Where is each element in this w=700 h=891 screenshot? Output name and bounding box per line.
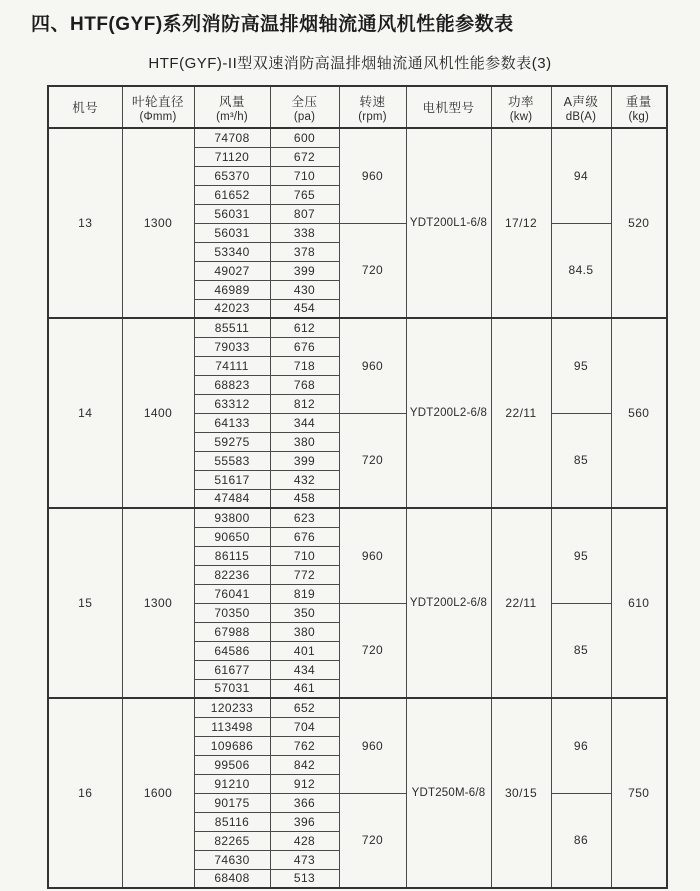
- cell-pressure: 350: [270, 603, 339, 622]
- cell-pressure: 473: [270, 850, 339, 869]
- cell-airflow: 86115: [194, 546, 270, 565]
- cell-pressure: 652: [270, 698, 339, 717]
- cell-airflow: 46989: [194, 280, 270, 299]
- cell-pressure: 380: [270, 432, 339, 451]
- cell-airflow: 90175: [194, 793, 270, 812]
- cell-airflow: 85511: [194, 318, 270, 337]
- cell-pressure: 428: [270, 831, 339, 850]
- table-subtitle: HTF(GYF)-II型双速消防高温排烟轴流通风机性能参数表(3): [148, 55, 552, 72]
- cell-noise-level: 85: [551, 603, 611, 698]
- cell-speed: 960: [339, 698, 406, 793]
- cell-pressure: 807: [270, 204, 339, 223]
- cell-weight: 750: [611, 698, 667, 888]
- header-unit: (kg): [628, 110, 650, 123]
- table-body: [48, 128, 667, 888]
- cell-airflow: 109686: [194, 736, 270, 755]
- cell-power: 22/11: [491, 318, 551, 508]
- cell-airflow: 91210: [194, 774, 270, 793]
- header-unit: (kw): [509, 110, 533, 123]
- cell-airflow: 53340: [194, 242, 270, 261]
- cell-airflow: 51617: [194, 470, 270, 489]
- page-title: 四、HTF(GYF)系列消防高温排烟轴流通风机性能参数表: [31, 14, 514, 35]
- cell-airflow: 67988: [194, 622, 270, 641]
- header-unit: (Φmm): [139, 110, 177, 123]
- cell-power: 17/12: [491, 128, 551, 318]
- cell-machine-no: 13: [48, 128, 122, 318]
- cell-pressure: 676: [270, 527, 339, 546]
- cell-airflow: 85116: [194, 812, 270, 831]
- cell-airflow: 93800: [194, 508, 270, 527]
- cell-airflow: 59275: [194, 432, 270, 451]
- column-header-airflow: [194, 86, 270, 128]
- cell-airflow: 55583: [194, 451, 270, 470]
- cell-pressure: 432: [270, 470, 339, 489]
- cell-speed: 720: [339, 793, 406, 888]
- cell-machine-no: 16: [48, 698, 122, 888]
- table-row: [48, 318, 667, 337]
- cell-airflow: 56031: [194, 223, 270, 242]
- cell-airflow: 70350: [194, 603, 270, 622]
- cell-airflow: 64586: [194, 641, 270, 660]
- cell-airflow: 90650: [194, 527, 270, 546]
- cell-airflow: 61677: [194, 660, 270, 679]
- cell-pressure: 454: [270, 299, 339, 318]
- cell-pressure: 710: [270, 166, 339, 185]
- cell-airflow: 82236: [194, 565, 270, 584]
- cell-airflow: 42023: [194, 299, 270, 318]
- header-label: 电机型号: [422, 101, 475, 115]
- header-unit: (m³/h): [216, 110, 248, 123]
- table-row: [48, 508, 667, 527]
- cell-impeller-diameter: 1300: [122, 508, 194, 698]
- cell-airflow: 71120: [194, 147, 270, 166]
- cell-pressure: 399: [270, 451, 339, 470]
- cell-power: 22/11: [491, 508, 551, 698]
- cell-motor-model: YDT200L2-6/8: [406, 508, 491, 698]
- cell-airflow: 68408: [194, 869, 270, 888]
- header-unit: (rpm): [358, 110, 387, 123]
- cell-pressure: 612: [270, 318, 339, 337]
- cell-pressure: 380: [270, 622, 339, 641]
- column-header-weight: [611, 86, 667, 128]
- cell-airflow: 120233: [194, 698, 270, 717]
- cell-pressure: 765: [270, 185, 339, 204]
- table-row: [48, 698, 667, 717]
- cell-pressure: 623: [270, 508, 339, 527]
- cell-airflow: 74111: [194, 356, 270, 375]
- cell-noise-level: 95: [551, 318, 611, 413]
- cell-airflow: 79033: [194, 337, 270, 356]
- cell-pressure: 378: [270, 242, 339, 261]
- cell-airflow: 74708: [194, 128, 270, 147]
- cell-motor-model: YDT250M-6/8: [406, 698, 491, 888]
- cell-airflow: 49027: [194, 261, 270, 280]
- cell-pressure: 396: [270, 812, 339, 831]
- header-label: 机号: [72, 101, 99, 115]
- cell-pressure: 812: [270, 394, 339, 413]
- cell-weight: 520: [611, 128, 667, 318]
- cell-machine-no: 15: [48, 508, 122, 698]
- cell-pressure: 338: [270, 223, 339, 242]
- cell-motor-model: YDT200L1-6/8: [406, 128, 491, 318]
- cell-pressure: 704: [270, 717, 339, 736]
- cell-impeller-diameter: 1300: [122, 128, 194, 318]
- header-label: 重量: [625, 94, 652, 109]
- cell-pressure: 461: [270, 679, 339, 698]
- cell-noise-level: 86: [551, 793, 611, 888]
- cell-noise-level: 94: [551, 128, 611, 223]
- fan-spec-table: [47, 85, 668, 889]
- cell-impeller-diameter: 1600: [122, 698, 194, 888]
- cell-pressure: 399: [270, 261, 339, 280]
- cell-airflow: 57031: [194, 679, 270, 698]
- cell-airflow: 65370: [194, 166, 270, 185]
- cell-pressure: 842: [270, 755, 339, 774]
- cell-noise-level: 85: [551, 413, 611, 508]
- cell-speed: 960: [339, 128, 406, 223]
- table-row: [48, 128, 667, 147]
- cell-airflow: 47484: [194, 489, 270, 508]
- header-label: 全压: [291, 94, 318, 109]
- cell-airflow: 82265: [194, 831, 270, 850]
- cell-power: 30/15: [491, 698, 551, 888]
- column-header-pressure: [270, 86, 339, 128]
- column-header-motor-model: [406, 86, 491, 128]
- header-label: 风量: [218, 94, 245, 109]
- header-label: A声级: [563, 94, 599, 109]
- column-header-noise-level: [551, 86, 611, 128]
- cell-pressure: 772: [270, 565, 339, 584]
- cell-pressure: 458: [270, 489, 339, 508]
- cell-airflow: 68823: [194, 375, 270, 394]
- cell-speed: 960: [339, 318, 406, 413]
- cell-pressure: 676: [270, 337, 339, 356]
- cell-airflow: 56031: [194, 204, 270, 223]
- cell-machine-no: 14: [48, 318, 122, 508]
- cell-pressure: 762: [270, 736, 339, 755]
- cell-weight: 560: [611, 318, 667, 508]
- cell-noise-level: 84.5: [551, 223, 611, 318]
- header-label: 转速: [359, 94, 386, 109]
- cell-airflow: 63312: [194, 394, 270, 413]
- cell-pressure: 768: [270, 375, 339, 394]
- cell-speed: 720: [339, 223, 406, 318]
- column-header-speed: [339, 86, 406, 128]
- header-unit: (pa): [293, 110, 316, 123]
- column-header-power: [491, 86, 551, 128]
- header-unit: dB(A): [565, 110, 597, 123]
- cell-pressure: 819: [270, 584, 339, 603]
- cell-noise-level: 96: [551, 698, 611, 793]
- header-label: 功率: [507, 94, 534, 109]
- cell-airflow: 113498: [194, 717, 270, 736]
- cell-pressure: 366: [270, 793, 339, 812]
- cell-noise-level: 95: [551, 508, 611, 603]
- cell-pressure: 912: [270, 774, 339, 793]
- cell-pressure: 344: [270, 413, 339, 432]
- cell-airflow: 61652: [194, 185, 270, 204]
- cell-pressure: 513: [270, 869, 339, 888]
- cell-speed: 720: [339, 413, 406, 508]
- cell-pressure: 430: [270, 280, 339, 299]
- cell-pressure: 672: [270, 147, 339, 166]
- cell-airflow: 64133: [194, 413, 270, 432]
- cell-weight: 610: [611, 508, 667, 698]
- cell-airflow: 76041: [194, 584, 270, 603]
- cell-pressure: 434: [270, 660, 339, 679]
- cell-airflow: 74630: [194, 850, 270, 869]
- cell-pressure: 718: [270, 356, 339, 375]
- header-label: 叶轮直径: [131, 94, 184, 109]
- column-header-machine-no: [48, 86, 122, 128]
- column-header-impeller-diameter: [122, 86, 194, 128]
- table-header-row: [48, 86, 667, 128]
- cell-airflow: 99506: [194, 755, 270, 774]
- cell-motor-model: YDT200L2-6/8: [406, 318, 491, 508]
- cell-speed: 960: [339, 508, 406, 603]
- cell-pressure: 401: [270, 641, 339, 660]
- table-header: [48, 86, 667, 128]
- cell-pressure: 600: [270, 128, 339, 147]
- cell-pressure: 710: [270, 546, 339, 565]
- cell-impeller-diameter: 1400: [122, 318, 194, 508]
- cell-speed: 720: [339, 603, 406, 698]
